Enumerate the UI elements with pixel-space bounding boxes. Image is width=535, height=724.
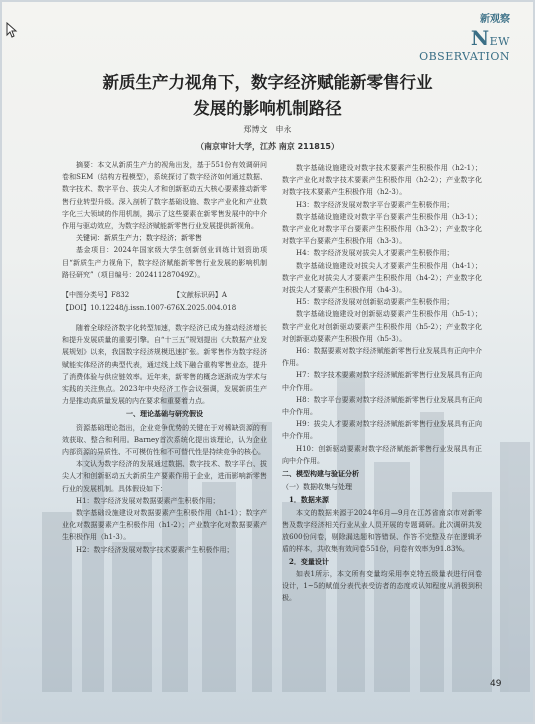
document-code: 【文献标识码】A <box>172 291 227 300</box>
left-column <box>62 159 267 556</box>
subsection-heading-1: （一）数据收集与处理 <box>282 483 352 492</box>
section-tag-initial: N <box>470 26 490 50</box>
article-title-line2: 发展的影响机制路径 <box>193 99 342 118</box>
hypothesis-h5: H5：数字经济发展对创新驱动要素产生积极作用； <box>296 298 454 307</box>
section-tag-en <box>390 26 510 63</box>
variable-design-paragraph: 如表1所示，本文所有变量均采用李克特五级量表进行问卷设计，1~5的赋值分表代表受访者的态度或认知程度从消极到积极。 <box>282 569 482 603</box>
hypothesis-h1-sub: 数字基础设施建设对数据要素产生积极作用（h1-1）；数字产业化对数据要素产生积极作用（h1-2）；产业数字化对数据要素产生积极作用（h1-3）。 <box>62 509 267 542</box>
section-heading-2: 二、模型构建与验证分析 <box>282 469 359 479</box>
section-tag <box>390 10 510 63</box>
hypothesis-h2-sub: 数字基础设施建设对数字技术要素产生积极作用（h2-1）；数字产业化对数字技术要素产生积极作用（h2-2）；产业数字化对数字技术要素产生积极作用（h2-3）。 <box>282 164 482 197</box>
article-authors: 郑博文 申永 <box>243 125 292 134</box>
data-source-paragraph: 本文的数据来源于2024年6月—9月在江苏省南京市对新零售及数字经济相关行业从业人员开展的专题调研。此次调研共发放600份问卷，剔除漏选题和答错误、作答不完整及存在逻辑矛盾的样本，共收集有效问卷551份，问卷有效率为91.83%。 <box>282 508 482 554</box>
doi: 【DOI】10.12248/j.issn.1007-676X.2025.004.018 <box>62 303 237 312</box>
hypothesis-h4: H4：数字经济发展对拔尖人才要素产生积极作用； <box>296 249 454 258</box>
clc-number: 【中图分类号】F832 <box>62 291 130 300</box>
hypothesis-h1: H1：数字经济发展对数据要素产生积极作用； <box>76 496 220 505</box>
hypothesis-h8: H8：数字平台要素对数字经济赋能新零售行业发展具有正向中介作用。 <box>282 395 482 417</box>
hypothesis-h2: H2：数字经济发展对数字技术要素产生积极作用； <box>76 545 234 554</box>
article-affiliation: （南京审计大学，江苏 南京 211815） <box>196 142 339 151</box>
hypothesis-h9: H9：拔尖人才要素对数字经济赋能新零售行业发展具有正向中介作用。 <box>282 420 482 441</box>
journal-page <box>2 2 533 722</box>
hypothesis-h3-sub: 数字基础设施建设对数字平台要素产生积极作用（h3-1）；数字产业化对数字平台要素产生积极作用（h3-2）；产业数字化对数字平台要素产生积极作用（h3-3）。 <box>282 212 482 246</box>
section-tag-cn: 新观察 <box>480 14 510 25</box>
section-heading-1: 一、理论基础与研究假设 <box>126 410 203 419</box>
theory-paragraph-2: 本文认为数字经济的发展通过数据、数字技术、数字平台、拔尖人才和创新驱动五大新质生产要素作用于企业，进而影响新零售行业的发展机制。具体假设如下： <box>62 460 267 493</box>
keywords: 关键词：新质生产力；数字经济；新零售 <box>76 234 202 243</box>
hypothesis-h5-sub: 数字基础设施建设对创新驱动要素产生积极作用（h5-1）；数字产业化对创新驱动要素产生积极作用（h5-2）；产业数字化对创新驱动要素产生积极作用（h5-3）。 <box>282 310 482 343</box>
fund-note: 基金项目：2024年国家级大学生创新创业训练计划资助项目“新质生产力视角下，数字经济赋能新零售行业发展的影响机制路径研究”（项目编号：202411287049Z）。 <box>62 246 267 279</box>
subsection-heading-1-1: 1．数据来源 <box>289 495 329 505</box>
mouse-cursor-icon <box>6 22 18 38</box>
abstract: 摘要：本文从新质生产力的视角出发，基于551份有效调研问卷和SEM（结构方程模型），系统探讨了数字经济如何通过数据、数字技术、数字平台、拔尖人才和创新驱动五大核心要素推动新零售行业转型升级。深入剖析了数字基础设施、数字产业化和产业数字化三大领域的作用机制，揭示了这些要素在新零售发展中的中介作用与驱动效应，为数字经济赋能新零售行业发展提供新视角。 <box>62 161 267 231</box>
intro-paragraph: 随着全球经济数字化转型加速，数字经济已成为推动经济增长和提升发展质量的重要引擎。自“十三五”规划提出《大数据产业发展规划》以来，我国数字经济规模迅速扩张。新零售作为数字经济赋能实体经济的典型代表，通过线上线下融合重构零售业态，提升了消费体验与供应链效率。近年来，新零售的概念逐渐成为学术与实践的关注焦点。2023年中央经济工作会议强调，发展新质生产力是推动高质量发展的内在要求和重要着力点。 <box>62 324 267 406</box>
right-column <box>282 162 482 604</box>
classification-box <box>62 289 267 314</box>
subsection-heading-1-2: 2．变量设计 <box>289 556 329 566</box>
article-title-line1: 新质生产力视角下，数字经济赋能新零售行业 <box>102 73 433 92</box>
hypothesis-h10: H10：创新驱动要素对数字经济赋能新零售行业发展具有正向中介作用。 <box>282 444 482 465</box>
section-tag-en-rest: EW OBSERVATION <box>419 35 510 63</box>
page-number: 49 <box>490 679 502 689</box>
theory-paragraph-1: 资源基础理论指出，企业竞争优势的关键在于对稀缺资源的有效获取、整合和利用。Barney首次系统化提出该理论，认为企业内部资源的异质性、不可模仿性和不可替代性是持续竞争的核心。 <box>62 423 267 457</box>
hypothesis-h7: H7：数字技术要素对数字经济赋能新零售行业发展具有正向中介作用。 <box>282 371 482 392</box>
hypothesis-h4-sub: 数字基础设施建设对拔尖人才要素产生积极作用（h4-1）；数字产业化对拔尖人才要素产生积极作用（h4-2）；产业数字化对拔尖人才要素产生积极作用（h4-3）。 <box>282 261 482 295</box>
hypothesis-h3: H3：数字经济发展对数字平台要素产生积极作用； <box>296 200 454 209</box>
hypothesis-h6: H6：数据要素对数字经济赋能新零售行业发展具有正向中介作用。 <box>282 347 482 368</box>
